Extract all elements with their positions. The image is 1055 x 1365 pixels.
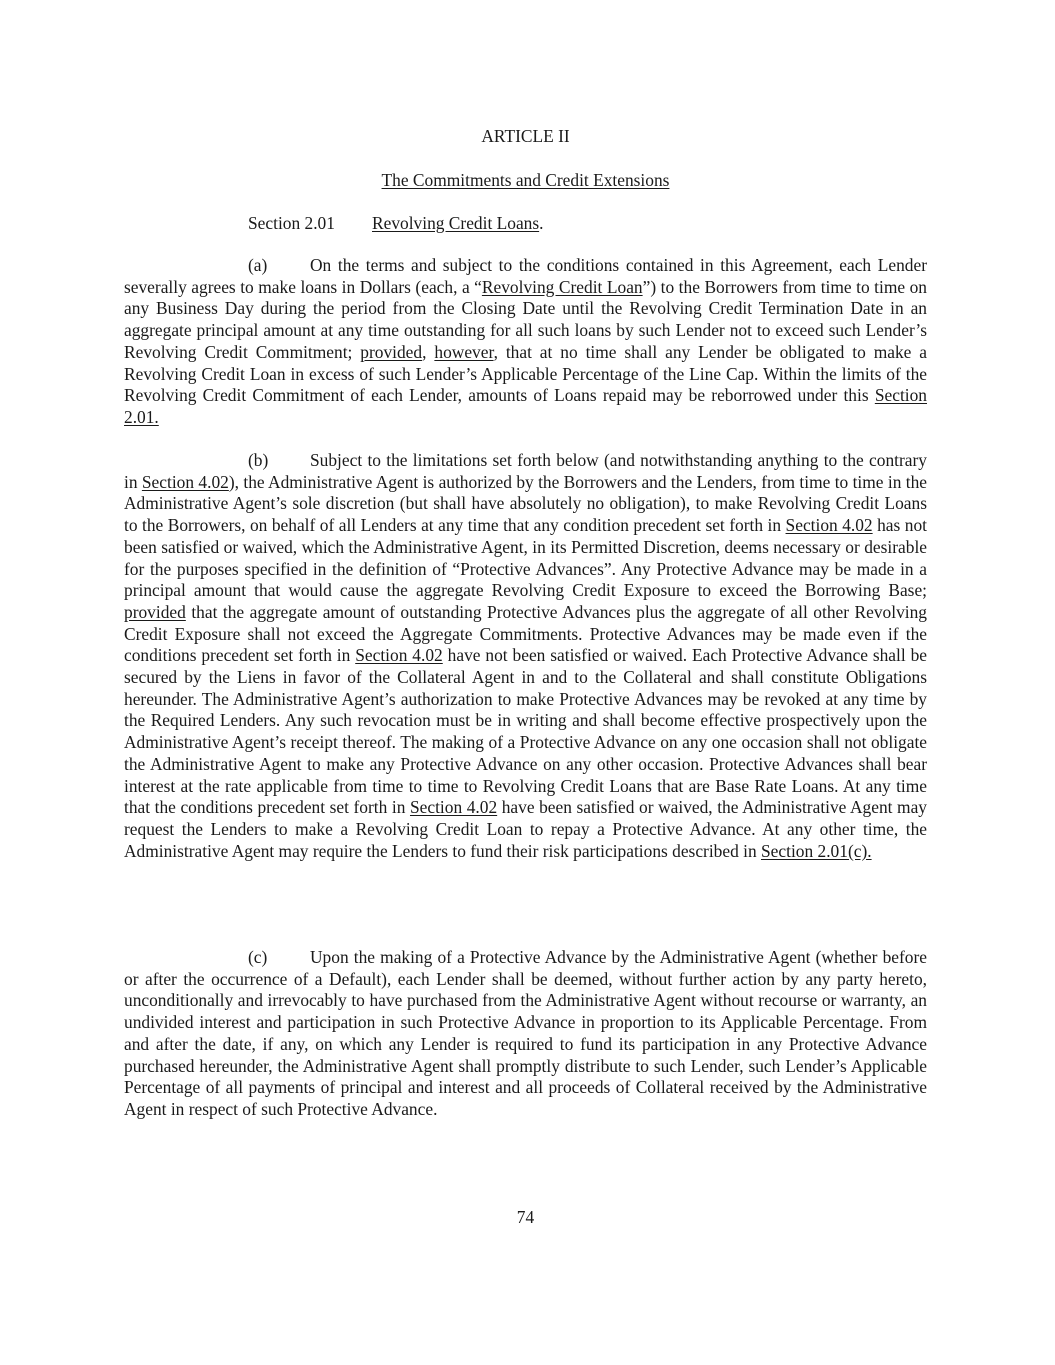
article-title: ARTICLE II <box>481 126 570 146</box>
article-subtitle-text: The Commitments and Credit Extensions <box>381 170 670 190</box>
paragraph-b <box>124 450 927 862</box>
paragraph-text: Upon the making of a Protective Advance by the Administrative Agent (whether before or after the occurrence of a Default), each Lender shall be deemed, without further action by any party hereto, unconditionally and irrevocably to have purchased from the Administrative Agent without recourse or warranty, an undivided interest and participation in such Protective Advance in proportion to its Applicable Percentage. From and after the date, if any, on which any Lender is required to fund its participation in any Protective Advance purchased hereunder, the Administrative Agent shall promptly distribute to such Lender, such Lender’s Applicable Percentage of all payments of principal and interest and all proceeds of Collateral received by the Administrative Agent in respect of such Protective Advance. <box>124 947 927 1119</box>
section-reference: Section 4.02 <box>409 797 498 818</box>
paragraph-text: has not been satisfied or waived, which the Administrative Agent, in its Permitted Discretion, deems necessary or desirable for the purposes specified in the definition of “Protective Advances”. Any Protective Advance may be made in a principal amount that would cause the aggregate Revolving Credit Exposure to exceed the Borrowing Base; <box>124 515 927 601</box>
section-reference: Section 4.02 <box>141 471 229 492</box>
proviso-term: provided <box>124 601 186 622</box>
paragraph-text: ”) to the Borrowers from time to time on any Business Day during the period from the Closing Date until the Revolving Credit Termination Date in an aggregate principal amount at any time outstanding for all such loans by such Lender not to exceed such Lender’s Revolving Credit Commitment; <box>124 276 927 362</box>
paragraph-c <box>124 947 927 1121</box>
defined-term: Revolving Credit Loan <box>481 276 643 297</box>
section-reference: Section 2.01. <box>124 385 927 427</box>
section-title-suffix: . <box>539 213 544 233</box>
section-title: Revolving Credit Loans <box>372 213 540 233</box>
paragraph-text: , <box>422 341 435 362</box>
paragraph-text: Subject to the limitations set forth below (and notwithstanding anything to the contrary in <box>124 450 927 492</box>
page-number: 74 <box>516 1207 535 1227</box>
section-reference: Section 4.02 <box>355 645 443 666</box>
paragraph-text: , that at no time shall any Lender be obligated to make a Revolving Credit Loan in excess of such Lender’s Applicable Percentage of the Line Cap. Within the limits of the Revolving Credit Commitment of each Lender, amounts of Loans repaid may be reborrowed under this <box>124 341 927 406</box>
paragraph-text: On the terms and subject to the conditions contained in this Agreement, each Lender severally agrees to make loans in Dollars (each, a “ <box>124 255 927 297</box>
paragraph-c-label: (c) <box>248 947 268 967</box>
section-number: Section 2.01 <box>248 213 335 233</box>
proviso-term: however <box>434 341 494 362</box>
paragraph-text: have been satisfied or waived, the Administrative Agent may request the Lenders to make a Revolving Credit Loan to repay a Protective Advance. At any other time, the Administrative Agent may require the Lenders to fund their risk participations described in <box>124 797 928 861</box>
paragraph-a <box>124 255 927 429</box>
section-reference: Section 4.02 <box>785 515 873 536</box>
section-heading <box>248 212 543 234</box>
paragraph-a-label: (a) <box>248 255 268 275</box>
paragraph-text: have not been satisfied or waived. Each Protective Advance shall be secured by the Liens in favor of the Collateral Agent in and to the Collateral and shall constitute Obligations hereunder. The Administrative Agent’s authorization to make Protective Advances may be revoked at any time by the Required Lenders. Any such revocation must be in writing and shall become effective prospectively upon the Administrative Agent’s receipt thereof. The making of a Protective Advance on any one occasion shall not obligate the Administrative Agent to make any Protective Advance on any other occasion. Protective Advances shall bear interest at the rate applicable from time to time to Revolving Credit Loans that are Base Rate Loans. At any time that the conditions precedent set forth in <box>124 645 927 818</box>
proviso-term: provided <box>360 341 423 362</box>
section-reference: Section 2.01(c). <box>761 840 872 861</box>
paragraph-text: ), the Administrative Agent is authorized by the Borrowers and the Lenders, from time to time in the Administrative Agent’s sole discretion (but shall have absolutely no obligation), to make Revolving Credit Loans to the Borrowers, on behalf of all Lenders at any time that any condition precedent set forth in <box>124 471 927 536</box>
article-subtitle <box>124 169 927 191</box>
paragraph-b-label: (b) <box>248 450 269 470</box>
paragraph-text: that the aggregate amount of outstanding Protective Advances plus the aggregate of all other Revolving Credit Exposure shall not exceed the Aggregate Commitments. Protective Advances may be made even if the conditions precedent set forth in <box>124 601 927 666</box>
